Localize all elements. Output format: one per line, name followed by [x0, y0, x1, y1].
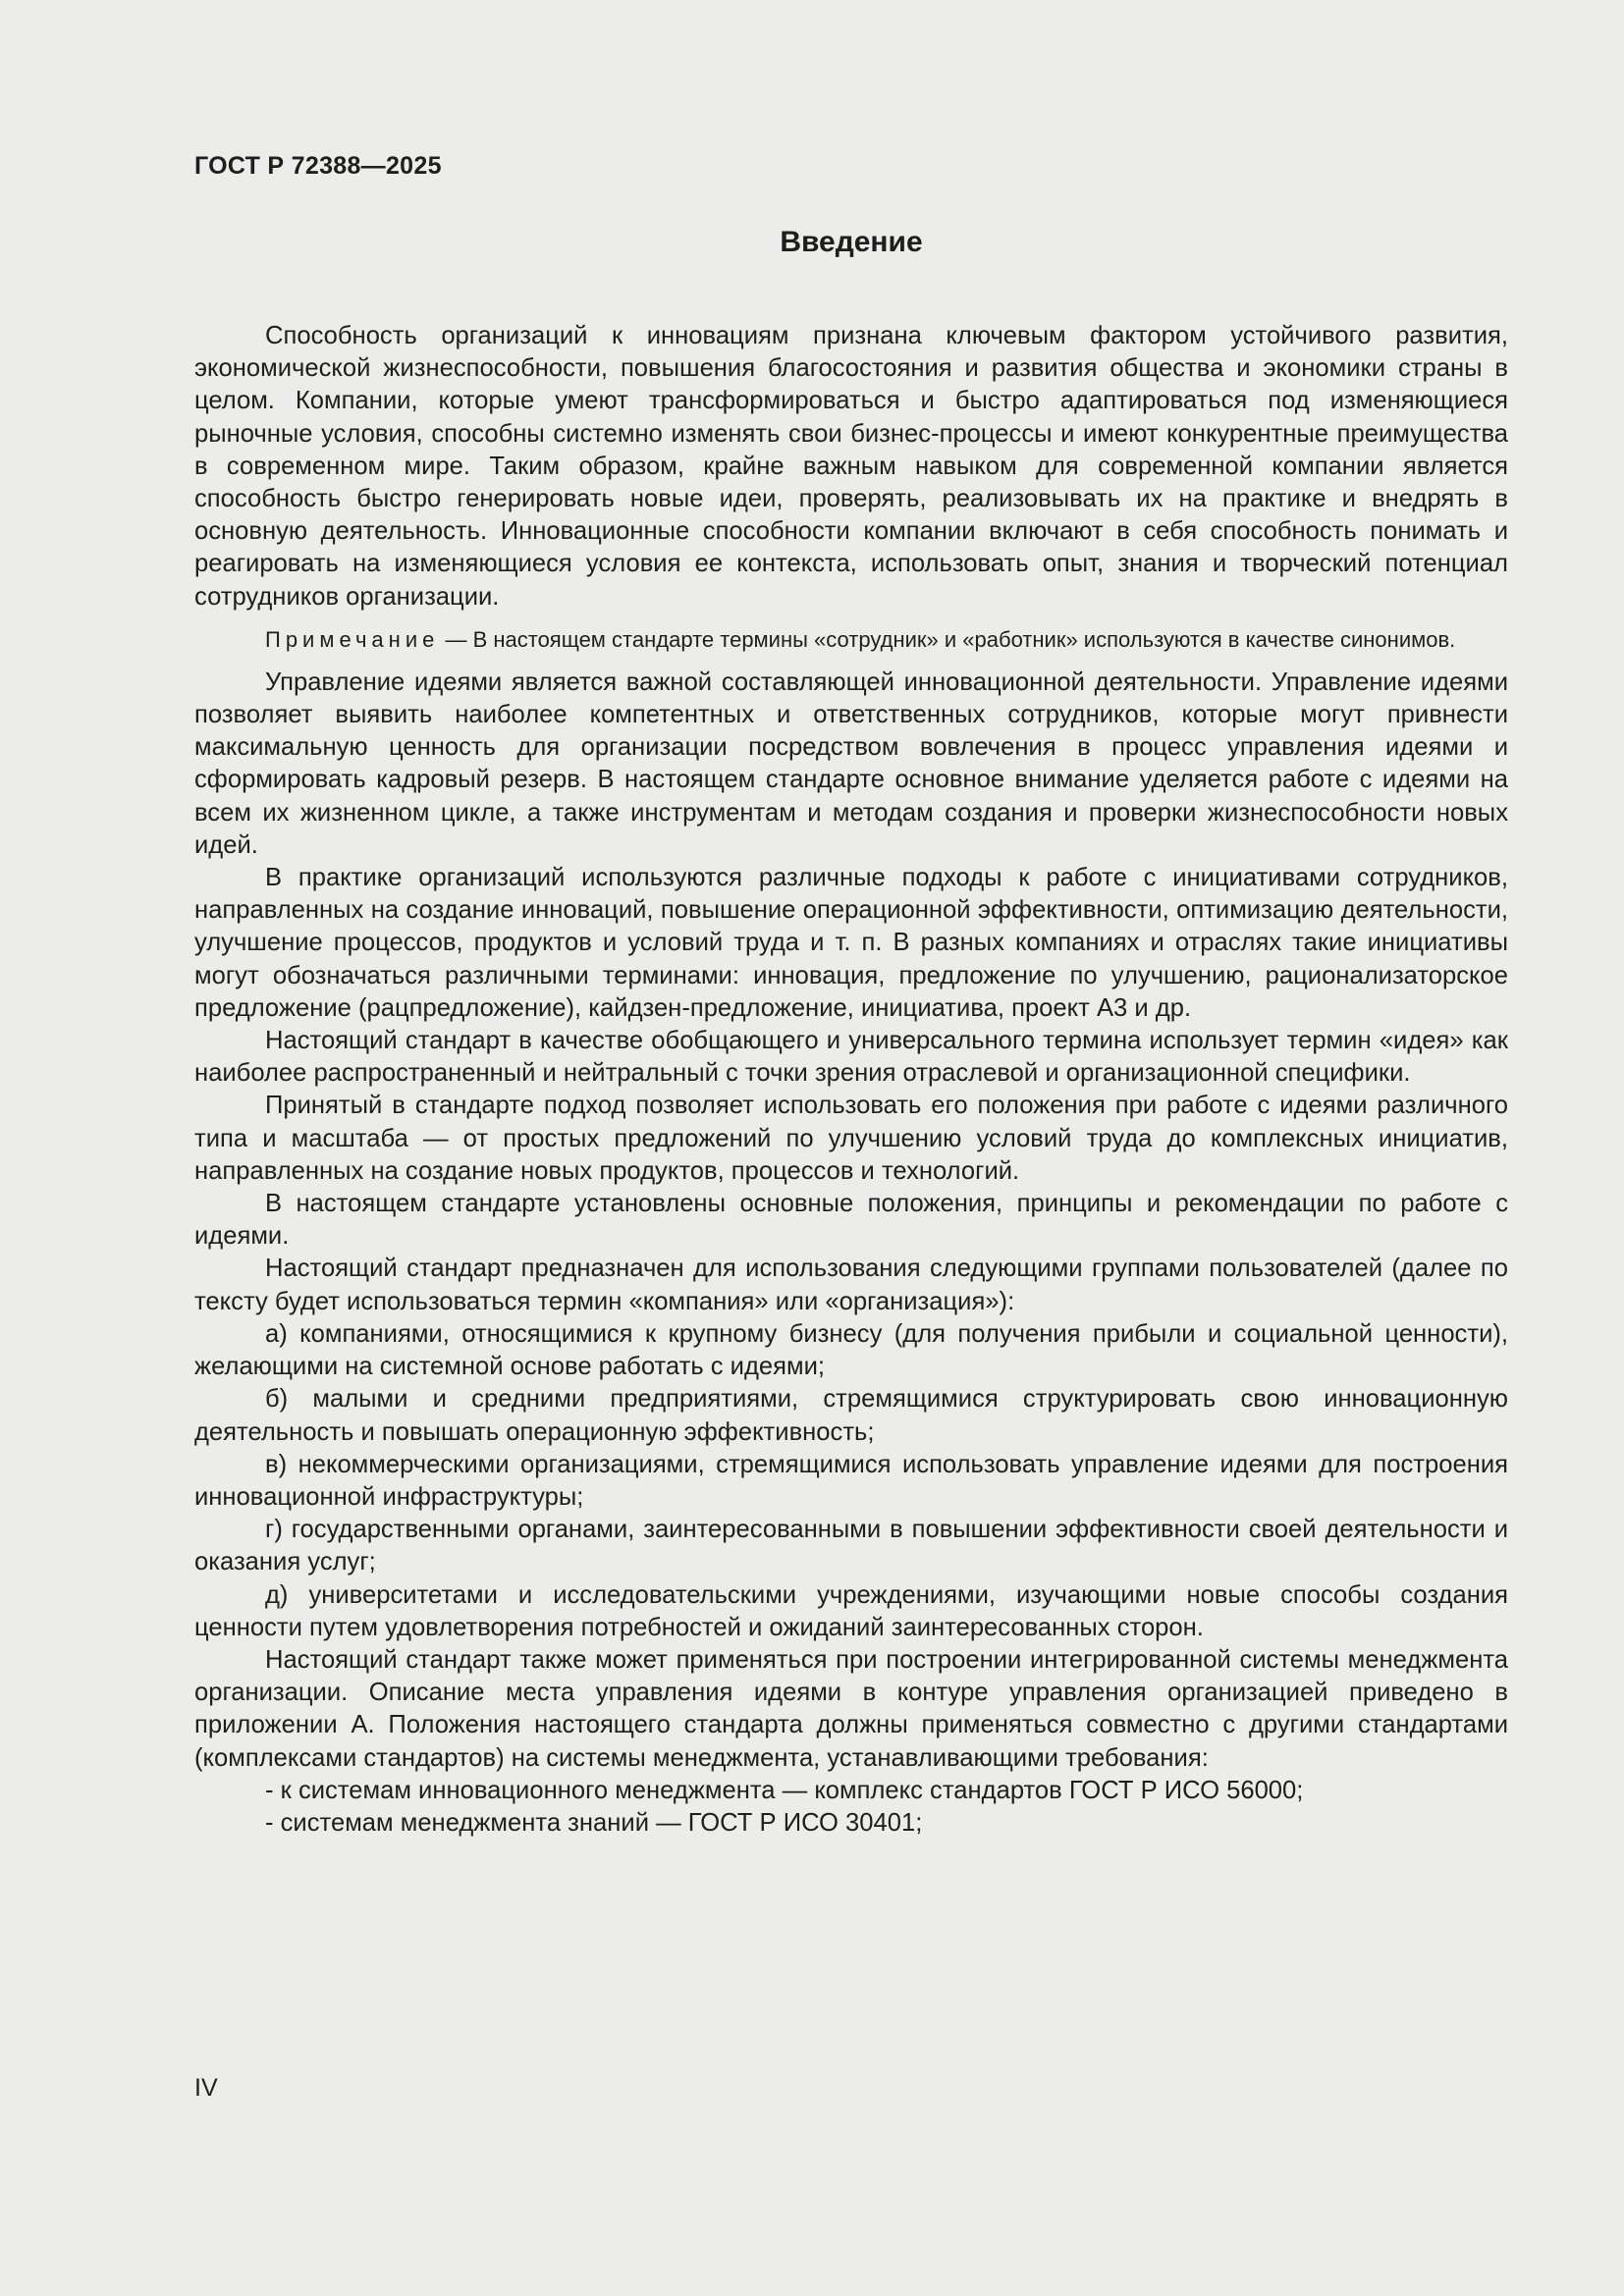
paragraph: Управление идеями является важной составляющей инновационной деятельности. Управление идеями позволяет выявить наиболее компетентных и ответственных сотрудников, которые могут привнести максимальную ценность для организации посредством вовлечения в процесс управления идеями и сформировать кадровый резерв. В настоящем стандарте основное внимание уделяется работе с идеями на всем их жизненном цикле, а также инструментам и методам создания и проверки жизнеспособности новых идей.	[194, 667, 1508, 859]
page-number: IV	[194, 2074, 218, 2102]
note-paragraph	[194, 624, 1508, 655]
document-header-id: ГОСТ Р 72388—2025	[194, 152, 442, 180]
paragraph: Принятый в стандарте подход позволяет использовать его положения при работе с идеями различного типа и масштаба — от простых предложений по улучшению условий труда до комплексных инициатив, направленных на создание новых продуктов, процессов и технологий.	[194, 1092, 1508, 1185]
section-title: Введение	[780, 226, 923, 258]
paragraph: В настоящем стандарте установлены основные положения, принципы и рекомендации по работе с идеями.	[194, 1190, 1508, 1251]
list-item: д) университетами и исследовательскими учреждениями, изучающими новые способы создания ценности путем удовлетворения потребностей и ожиданий заинтересованных сторон.	[194, 1580, 1508, 1641]
list-item: в) некоммерческими организациями, стремящимися использовать управление идеями для построения инновационной инфраструктуры;	[194, 1450, 1508, 1511]
list-item: - к системам инновационного менеджмента — комплекс стандартов ГОСТ Р ИСО 56000;	[265, 1776, 1304, 1804]
document-body	[194, 320, 1508, 1840]
paragraph: Настоящий стандарт в качестве обобщающего и универсального термина использует термин «идея» как наиболее распространенный и нейтральный с точки зрения отраслевой и организационной специфики.	[194, 1027, 1508, 1088]
note-text: — В настоящем стандарте термины «сотрудник» и «работник» используются в качестве синонимов.	[439, 626, 1456, 652]
list-item: - системам менеджмента знаний — ГОСТ Р ИСО 30401;	[265, 1808, 923, 1837]
paragraph: Настоящий стандарт предназначен для использования следующими группами пользователей (далее по тексту будет использоваться термин «компания» или «организация»):	[194, 1255, 1508, 1315]
list-item: б) малыми и средними предприятиями, стремящимися структурировать свою инновационную деятельность и повышать операционную эффективность;	[194, 1385, 1508, 1446]
list-item: г) государственными органами, заинтересованными в повышении эффективности своей деятельности и оказания услуг;	[194, 1516, 1508, 1576]
note-label: Примечание	[265, 626, 440, 652]
paragraph: Способность организаций к инновациям признана ключевым фактором устойчивого развития, экономической жизнеспособности, повышения благосостояния и развития общества и экономики страны в целом. Компании, которые умеют трансформироваться и быстро адаптироваться под изменяющиеся рыночные условия, способны системно изменять свои бизнес-процессы и имеют конкурентные преимущества в современном мире. Таким образом, крайне важным навыком для современной компании является способность быстро генерировать новые идеи, проверять, реализовывать их на практике и внедрять в основную деятельность. Инновационные способности компании включают в себя способность понимать и реагировать на изменяющиеся условия ее контекста, использовать опыт, знания и творческий потенциал сотрудников организации.	[194, 322, 1508, 611]
paragraph: В практике организаций используются различные подходы к работе с инициативами сотрудников, направленных на создание инноваций, повышение операционной эффективности, оптимизацию деятельности, улучшение процессов, продуктов и условий труда и т. п. В разных компаниях и отраслях такие инициативы могут обозначаться различными терминами: инновация, предложение по улучшению, рационализаторское предложение (рацпредложение), кайдзен-предложение, инициатива, проект А3 и др.	[194, 864, 1508, 1022]
paragraph: Настоящий стандарт также может применяться при построении интегрированной системы менеджмента организации. Описание места управления идеями в контуре управления организацией приведено в приложении А. Положения настоящего стандарта должны применяться совместно с другими стандартами (комплексами стандартов) на системы менеджмента, устанавливающими требования:	[194, 1645, 1508, 1772]
list-item: а) компаниями, относящимися к крупному бизнесу (для получения прибыли и социальной ценности), желающими на системной основе работать с идеями;	[194, 1319, 1508, 1381]
